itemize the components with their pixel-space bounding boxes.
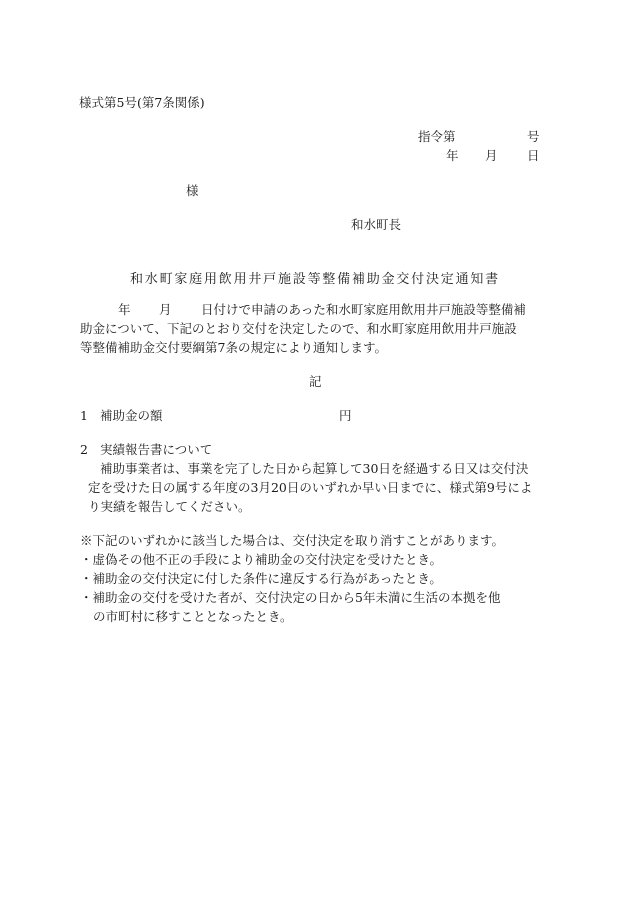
- order-number-label: 指令第: [418, 129, 456, 144]
- order-number-suffix: 号: [527, 129, 540, 144]
- date-month-label: 月: [485, 148, 498, 163]
- document-title: 和水町家庭用飲用井戸施設等整備補助金交付決定通知書: [129, 272, 500, 287]
- item2-number: 2: [80, 442, 88, 457]
- date-day-label: 日: [527, 148, 540, 163]
- intro-year-label: 年: [118, 302, 131, 317]
- addressee-honorific: 様: [186, 183, 199, 198]
- intro-month-label: 月: [159, 302, 172, 317]
- item1-label: 補助金の額: [100, 408, 163, 423]
- notes-bullet-2: ・補助金の交付決定に付した条件に違反する行為があったとき。: [80, 571, 442, 586]
- form-number: 様式第5号(第7条関係): [79, 95, 205, 110]
- item2-label: 実績報告書について: [100, 442, 213, 457]
- notes-heading: ※下記のいずれかに該当した場合は、交付決定を取り消すことがあります。: [80, 533, 505, 548]
- ki-heading: 記: [309, 374, 322, 389]
- intro-line-2: 助金について、下記のとおり交付を決定したので、和水町家庭用飲用井戸施設: [80, 321, 517, 336]
- item1-number: 1: [80, 408, 88, 423]
- notes-bullet-3: ・補助金の交付を受けた者が、交付決定の日から5年未満に生活の本拠を他: [80, 590, 501, 605]
- item2-line-1: 補助事業者は、事業を完了した日から起算して30日を経過する日又は交付決: [100, 461, 529, 476]
- intro-line-1: 日付けで申請のあった和水町家庭用飲用井戸施設等整備補: [201, 302, 526, 317]
- notes-bullet-3-continuation: の市町村に移すこととなったとき。: [93, 609, 293, 624]
- item2-line-3: り実績を報告してください。: [88, 499, 251, 514]
- item1-unit: 円: [339, 408, 352, 423]
- item2-line-2: 定を受けた日の属する年度の3月20日のいずれか早い日までに、様式第9号によ: [88, 480, 533, 495]
- date-year-label: 年: [446, 148, 459, 163]
- issuer-name: 和水町長: [351, 217, 402, 232]
- notes-bullet-1: ・虚偽その他不正の手段により補助金の交付決定を受けたとき。: [80, 552, 443, 567]
- intro-line-3: 等整備補助金交付要綱第7条の規定により通知します。: [80, 340, 387, 355]
